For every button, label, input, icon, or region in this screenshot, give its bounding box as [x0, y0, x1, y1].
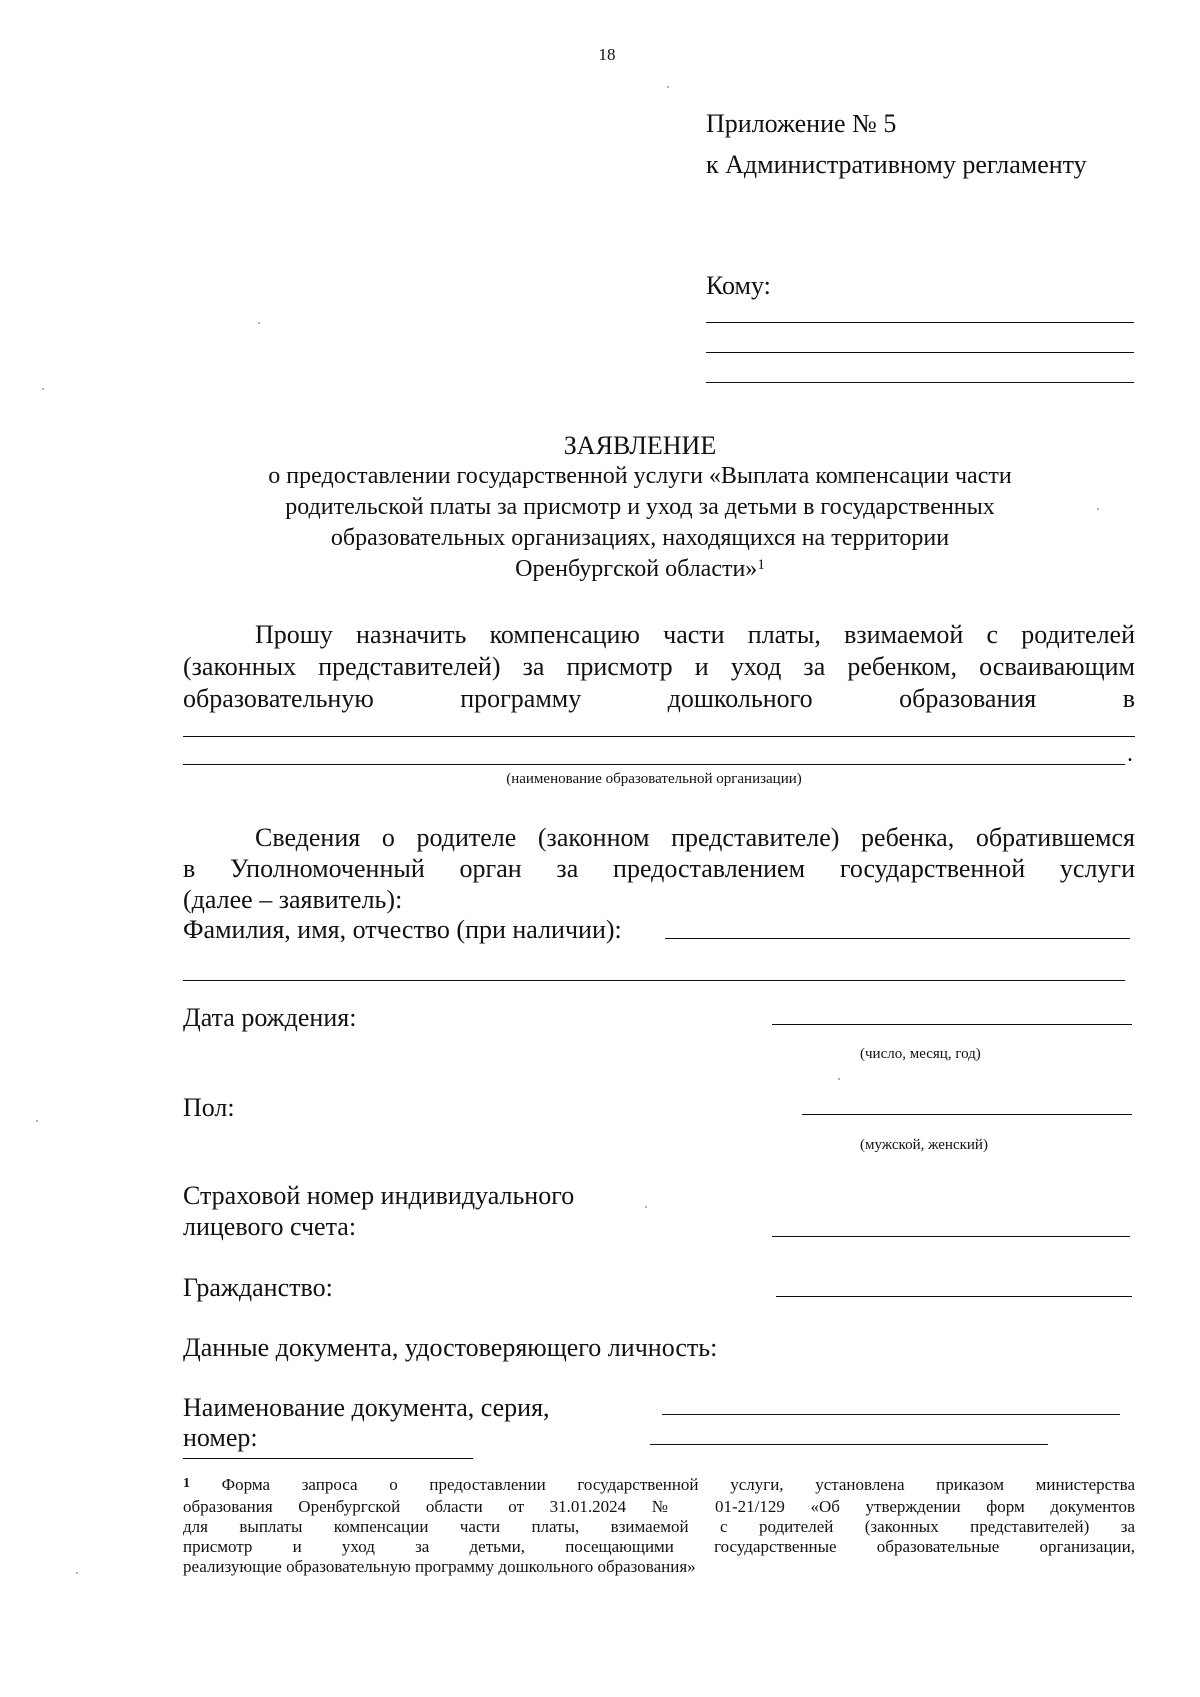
scan-speck	[1097, 508, 1099, 510]
recipient-label: Кому:	[706, 271, 771, 300]
scan-speck	[36, 1120, 38, 1122]
citizenship-line[interactable]	[776, 1296, 1132, 1297]
doc-name-line-1[interactable]	[662, 1414, 1120, 1415]
applicant-intro-3: (далее – заявитель):	[183, 885, 403, 914]
sex-label: Пол:	[183, 1093, 235, 1122]
sex-line[interactable]	[802, 1114, 1132, 1115]
footnote-mark: 1	[183, 1476, 190, 1491]
doc-name-line-2[interactable]	[650, 1444, 1048, 1445]
document-subtitle-2: родительской платы за присмотр и уход за детьми в государственных	[285, 494, 995, 520]
scan-speck	[76, 1572, 78, 1574]
recipient-line-1[interactable]	[706, 322, 1134, 323]
document-title: ЗАЯВЛЕНИЕ	[563, 431, 717, 460]
recipient-line-3[interactable]	[706, 382, 1134, 383]
page-number: 18	[598, 45, 616, 64]
birth-date-caption: (число, месяц, год)	[860, 1046, 981, 1062]
snils-line[interactable]	[772, 1236, 1130, 1237]
footnote-line-3: для выплаты компенсации части платы, взимаемой с родителей (законных представителей) за	[183, 1517, 1135, 1536]
doc-name-label-2: номер:	[183, 1423, 258, 1452]
snils-label-1: Страховой номер индивидуального	[183, 1181, 575, 1210]
footnote-line-1: 1 Форма запроса о предоставлении государственной услуги, установлена приказом министерства	[183, 1475, 1136, 1494]
scan-speck	[667, 86, 669, 88]
scan-speck	[645, 1206, 647, 1208]
footnote-reference: 1	[757, 557, 765, 573]
footnote-line-4: присмотр и уход за детьми, посещающими государственные образовательные организации,	[183, 1537, 1135, 1556]
birth-date-line[interactable]	[772, 1024, 1132, 1025]
scan-speck	[42, 388, 44, 390]
fio-line-2[interactable]	[183, 980, 1125, 981]
org-name-line-1[interactable]	[183, 736, 1135, 737]
applicant-intro-2: в Уполномоченный орган за предоставлением государственной услуги	[183, 854, 1135, 883]
footnote	[183, 1475, 1135, 1577]
doc-name-label-1: Наименование документа, серия,	[183, 1393, 550, 1422]
recipient-line-2[interactable]	[706, 352, 1134, 353]
id-document-heading: Данные документа, удостоверяющего личность:	[183, 1333, 718, 1362]
birth-date-label: Дата рождения:	[183, 1003, 357, 1032]
org-name-line-2[interactable]	[183, 764, 1125, 765]
document-subtitle-1: о предоставлении государственной услуги «Выплата компенсации части	[268, 463, 1012, 489]
org-name-end-dot: .	[1127, 741, 1133, 767]
scan-speck	[838, 1078, 840, 1080]
snils-label-2: лицевого счета:	[183, 1212, 357, 1241]
request-line-3: образовательную программу дошкольного образования в	[183, 684, 1135, 713]
request-line-1: Прошу назначить компенсацию части платы, взимаемой с родителей	[255, 620, 1135, 649]
scan-speck	[258, 322, 260, 324]
footnote-line-5: реализующие образовательную программу дошкольного образования»	[183, 1557, 696, 1576]
org-name-caption: (наименование образовательной организации)	[506, 771, 802, 787]
fio-label: Фамилия, имя, отчество (при наличии):	[183, 915, 622, 944]
footnote-separator	[183, 1458, 473, 1459]
appendix-reference: к Административному регламенту	[706, 150, 1087, 179]
footnote-line-2: образования Оренбургской области от 31.01.2024 № 01-21/129 «Об утверждении форм документов	[183, 1497, 1135, 1516]
document-subtitle-4: Оренбургской области»$^1$	[515, 556, 765, 582]
sex-caption: (мужской, женский)	[860, 1137, 988, 1153]
document-subtitle-3: образовательных организациях, находящихся на территории	[330, 525, 950, 551]
fio-line-1[interactable]	[665, 938, 1130, 939]
applicant-intro-1: Сведения о родителе (законном представителе) ребенка, обратившемся	[255, 823, 1135, 852]
request-line-2: (законных представителей) за присмотр и уход за ребенком, осваивающим	[183, 652, 1135, 681]
appendix-number: Приложение № 5	[706, 109, 897, 138]
citizenship-label: Гражданство:	[183, 1273, 333, 1302]
